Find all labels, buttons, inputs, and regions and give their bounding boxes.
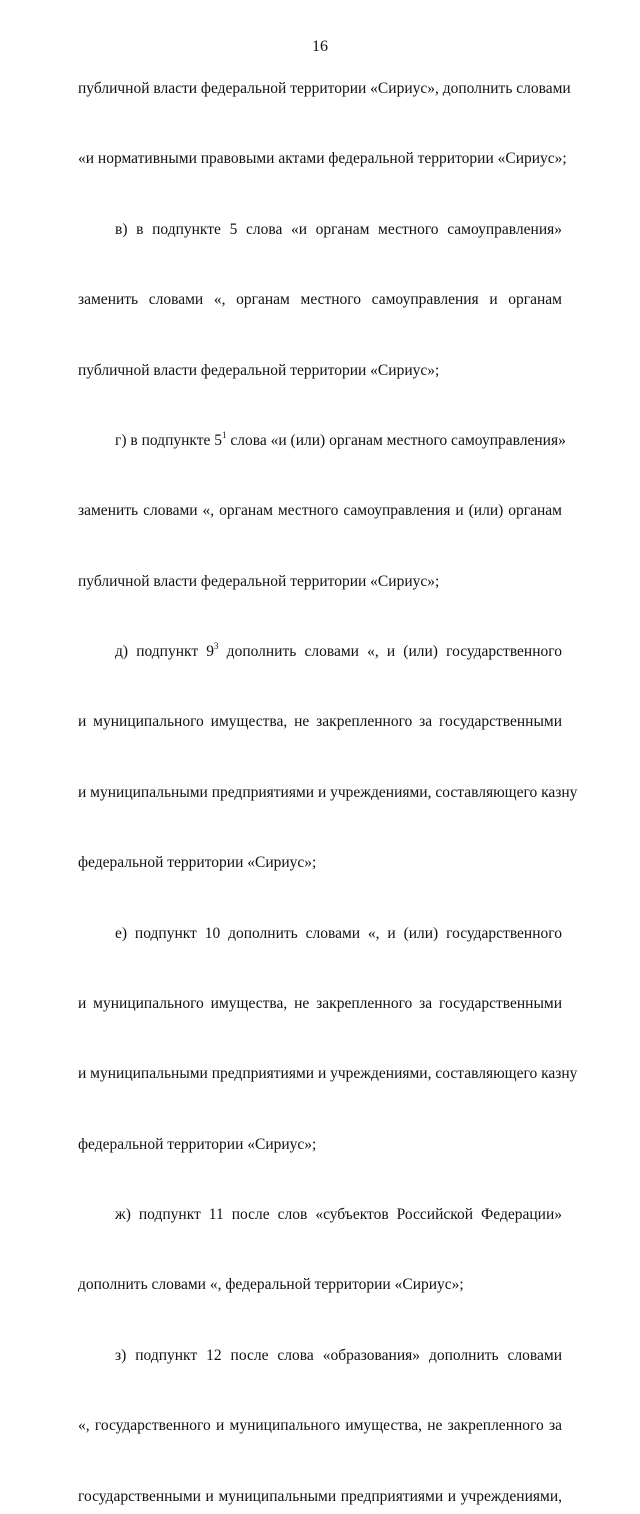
paragraph-item-e bbox=[78, 916, 578, 1162]
text-line: «, государственного и муниципального имущества, не закрепленного за bbox=[78, 1417, 562, 1435]
text-line: федеральной территории «Сириус»; bbox=[78, 1135, 317, 1153]
text-line: и муниципальными предприятиями и учреждениями, составляющего казну bbox=[78, 783, 578, 801]
text-line: заменить словами «, органам местного самоуправления и органам bbox=[78, 291, 562, 309]
text-line: дополнить словами «, федеральной территории «Сириус»; bbox=[78, 1276, 464, 1294]
text-line: в) в подпункте 5 слова «и органам местного самоуправления» bbox=[115, 220, 562, 238]
text-line: и муниципального имущества, не закрепленного за государственными bbox=[78, 713, 562, 731]
text-line bbox=[78, 634, 562, 669]
superscript: 1 bbox=[222, 429, 227, 440]
text-fragment: дополнить словами «, и (или) государственного bbox=[218, 643, 562, 660]
text-line: государственными и муниципальными предприятиями и учреждениями, bbox=[78, 1487, 562, 1505]
text-line: публичной власти федеральной территории «Сириус»; bbox=[78, 361, 440, 379]
superscript: 3 bbox=[214, 640, 219, 651]
text-line: заменить словами «, органам местного самоуправления и (или) органам bbox=[78, 502, 562, 520]
page-number: 16 bbox=[312, 38, 328, 55]
text-line: публичной власти федеральной территории «Сириус»; bbox=[78, 572, 440, 590]
text-line: «и нормативными правовыми актами федеральной территории «Сириус»; bbox=[78, 150, 567, 168]
paragraph-item-zh bbox=[78, 1197, 562, 1303]
text-fragment: г) в подпункте 5 bbox=[115, 431, 223, 449]
document-body bbox=[78, 71, 578, 1514]
text-fragment: д) подпункт 9 bbox=[115, 643, 215, 660]
text-line: публичной власти федеральной территории «Сириус», дополнить словами bbox=[78, 80, 571, 97]
text-line: е) подпункт 10 дополнить словами «, и (или) государственного bbox=[115, 924, 562, 942]
text-line bbox=[78, 423, 566, 458]
text-line: з) подпункт 12 после слова «образования» дополнить словами bbox=[115, 1346, 562, 1364]
text-fragment: слова «и (или) органам местного самоуправления» bbox=[226, 431, 566, 449]
paragraph bbox=[78, 71, 571, 177]
text-line: ж) подпункт 11 после слов «субъектов Российской Федерации» bbox=[115, 1206, 562, 1223]
paragraph-item-d bbox=[78, 634, 578, 880]
text-line: и муниципального имущества, не закрепленного за государственными bbox=[78, 994, 562, 1012]
paragraph-item-v bbox=[78, 212, 562, 388]
text-line: федеральной территории «Сириус»; bbox=[78, 854, 317, 872]
paragraph-item-g bbox=[78, 423, 566, 599]
paragraph-item-z bbox=[78, 1338, 562, 1514]
text-line: и муниципальными предприятиями и учреждениями, составляющего казну bbox=[78, 1065, 578, 1083]
